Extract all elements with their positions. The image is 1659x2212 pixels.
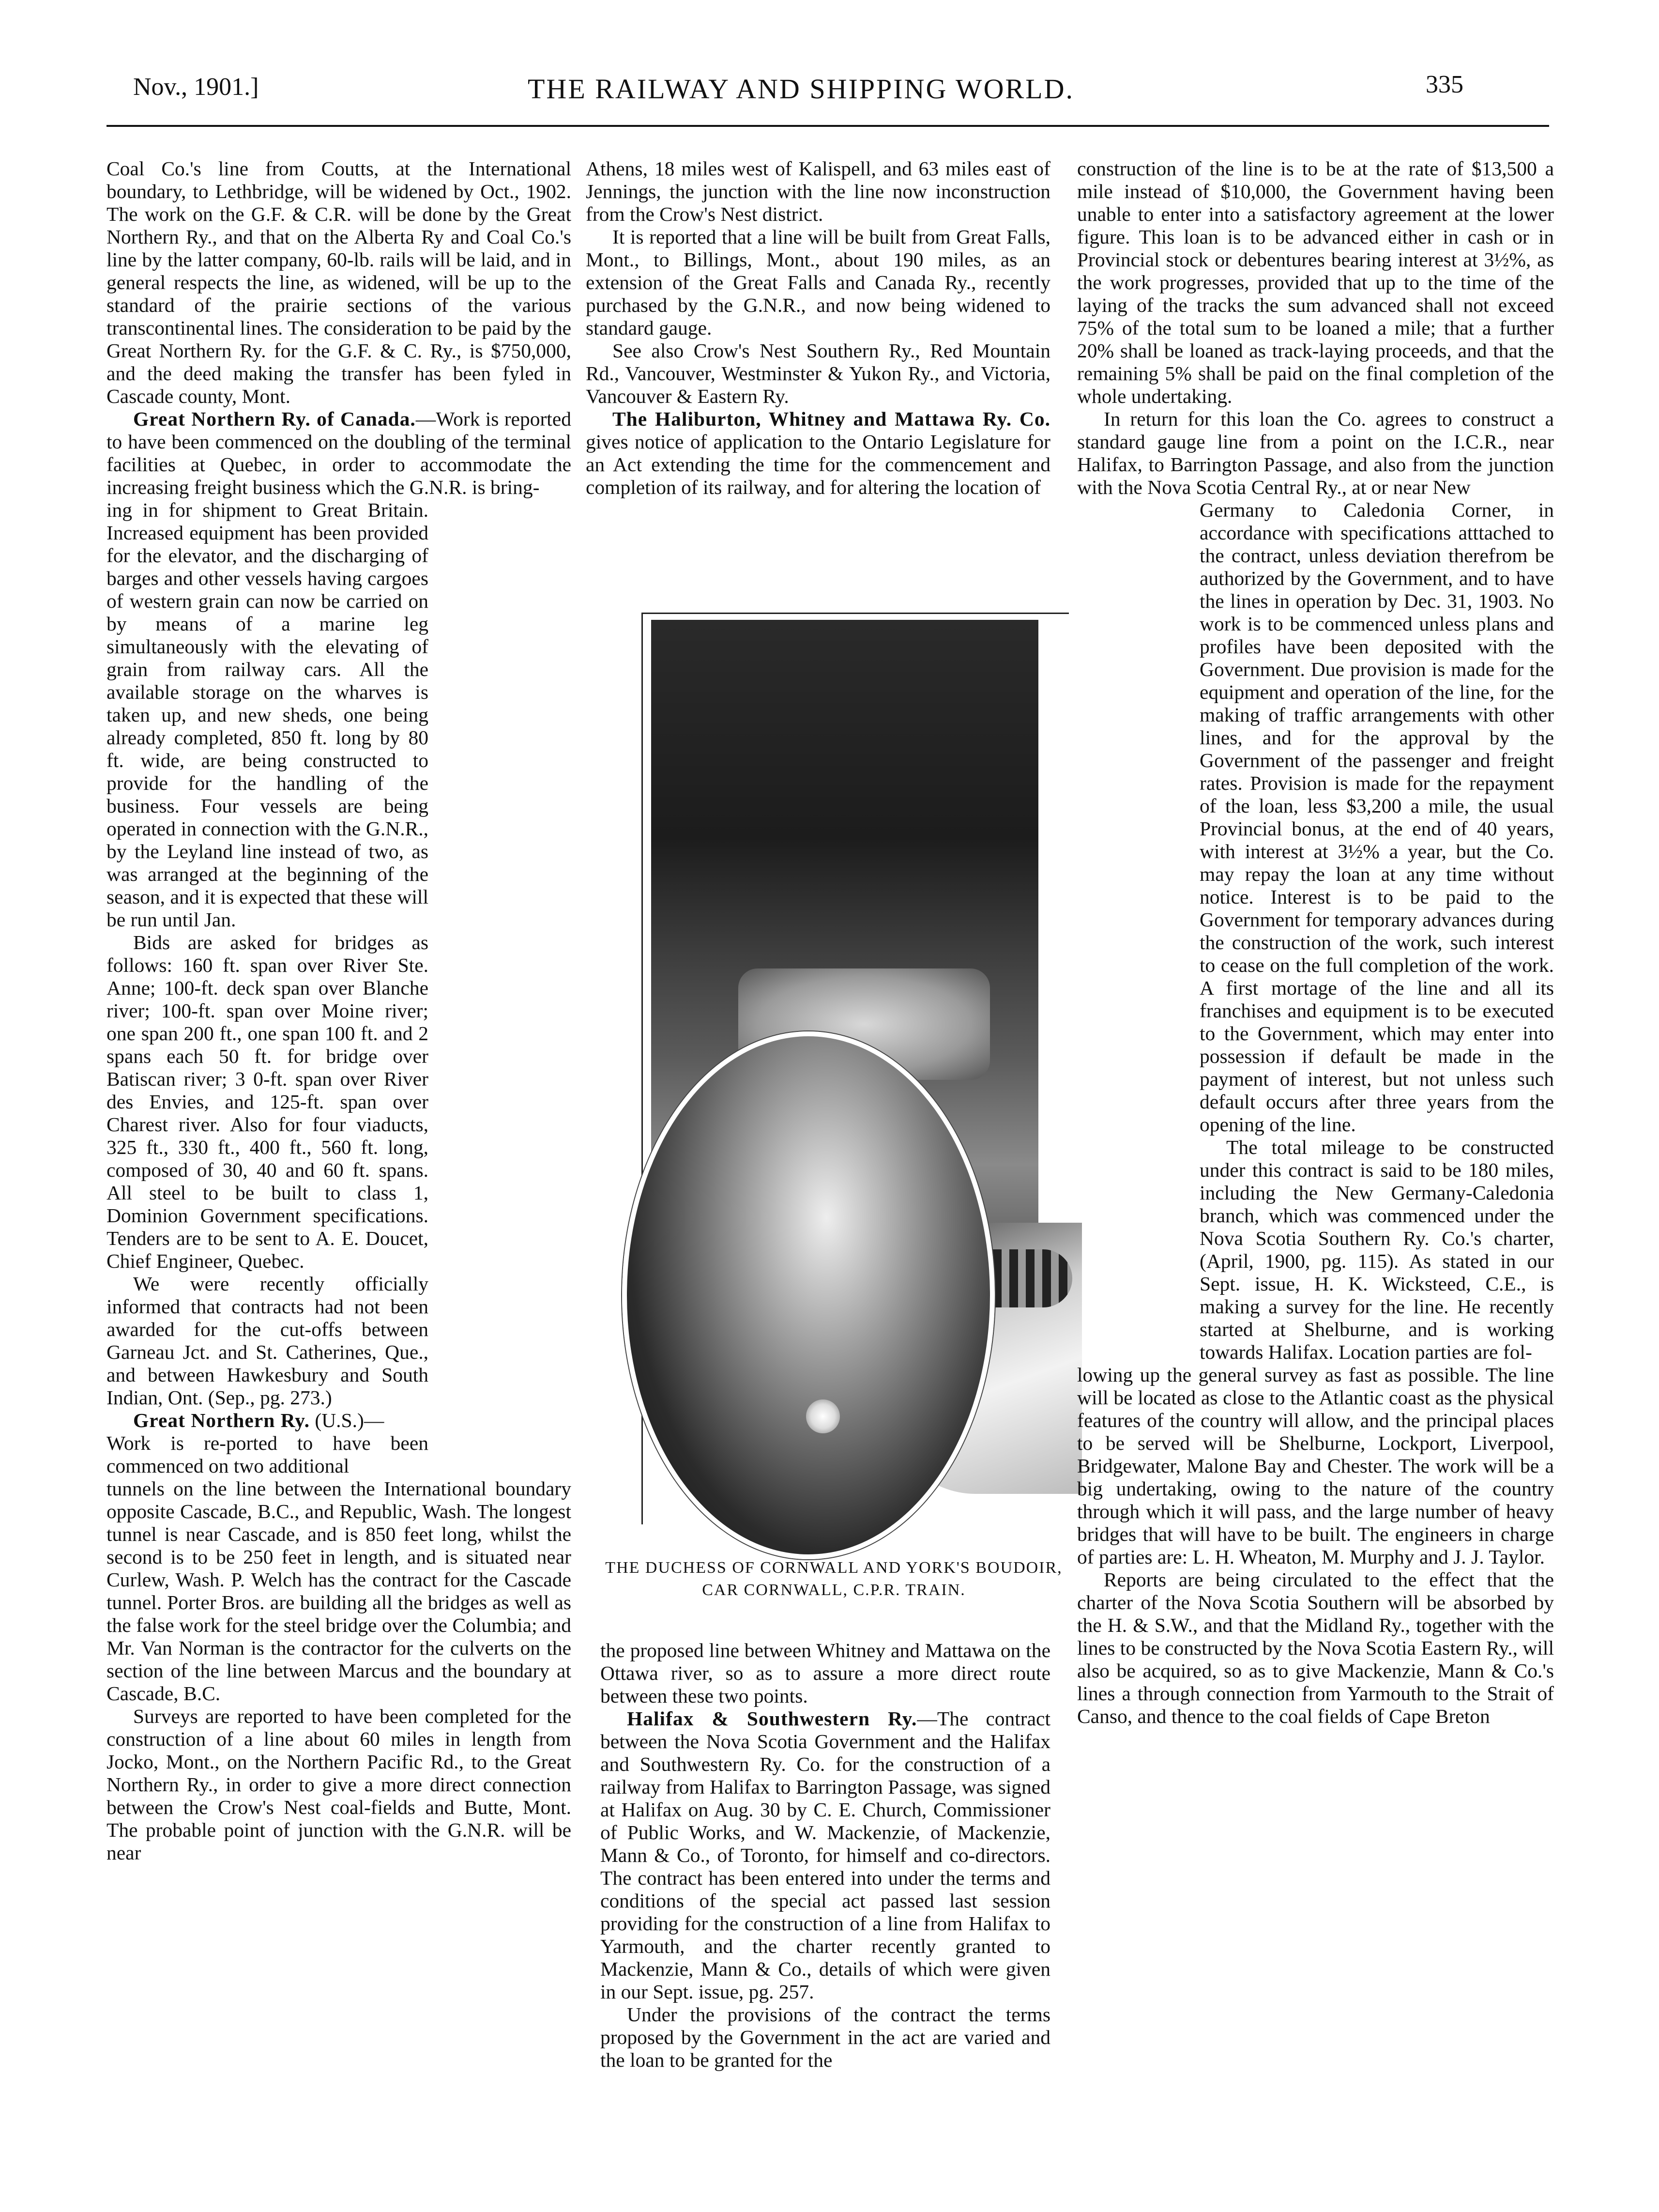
paragraph [107,1409,428,1432]
column-2-bottom [600,1639,1050,2072]
heading-suffix: (U.S.)— [310,1409,384,1431]
paragraph: It is reported that a line will be built from Great Falls, Mont., to Billings, Mont., about 190 miles, as an extension of the Great Falls and Canada Ry., recently purchased by the G.N.R., and now being widened to standard gauge. [586,226,1050,339]
paragraph [586,408,1050,499]
paragraph: See also Crow's Nest Southern Ry., Red Mountain Rd., Vancouver, Westminster & Yukon Ry., and Victoria, Vancouver & Eastern Ry. [586,339,1050,407]
header-rule [107,125,1549,127]
boudoir-photograph [578,605,1087,1554]
paragraph-text: gives notice of application to the Ontario Legislature for an Act extending the time for the commencement and completion of its railway, and for altering the location of [586,430,1050,498]
column-1 [107,157,571,1864]
paragraph: The total mileage to be constructed under this contract is said to be 180 miles, including the New Germany-Caledonia branch, which was commenced under the Nova Scotia Southern Ry. Co.'s charter, (April, 1900, pg. 115). As stated in our Sept. issue, H. K. Wicksteed, C.E., is making a survey for the line. He recently started at Shelburne, and is working towards Halifax. Location parties are fol- [1200,1136,1554,1363]
caption-line: CAR CORNWALL, C.P.R. TRAIN. [702,1581,966,1599]
issue-date: Nov., 1901.] [133,73,259,101]
section-heading: Great Northern Ry. [133,1409,310,1431]
section-heading: The Haliburton, Whitney and Mattawa Ry. Co. [612,408,1050,430]
paragraph: lowing up the general survey as fast as possible. The line will be located as close to the Atlantic coast as the physical features of the country will allow, and the principal places to be served will be Shelburne, Lockport, Liverpool, Bridgewater, Malone Bay and Chester. The work will be a big undertaking, owing to the nature of the country through which it will pass, and the large number of heavy bridges that will have to be built. The engineers in charge of parties are: L. H. Wheaton, M. Murphy and J. J. Taylor. [1077,1364,1554,1568]
paragraph: Surveys are reported to have been completed for the construction of a line about 60 miles in length from Jocko, Mont., on the Northern Pacific Rd., to the Great Northern Ry., in order to give a more direct connection between the Crow's Nest coal-fields and Butte, Mont. The probable point of junction with the G.N.R. will be near [107,1705,571,1864]
paragraph: Coal Co.'s line from Coutts, at the International boundary, to Lethbridge, will be widened by Oct., 1902. The work on the G.F. & C.R. will be done by the Great Northern Ry., and that on the Alberta Ry and Coal Co.'s line by the latter company, 60-lb. rails will be laid, and in general respects the line, as widened, will be up to the standard of the prairie sections of the various transcontinental lines. The consideration to be paid by the Great Northern Ry. for the G.F. & C. Ry., is $750,000, and the deed making the transfer has been fyled in Cascade county, Mont. [107,157,571,407]
section-heading: Halifax & Southwestern Ry. [627,1707,917,1730]
journal-title: THE RAILWAY AND SHIPPING WORLD. [528,73,1074,105]
paragraph [107,408,571,499]
paragraph [600,1707,1050,2003]
paragraph: Under the provisions of the contract the terms proposed by the Government in the act are varied and the loan to be granted for the [600,2003,1050,2071]
paragraph: Reports are being circulated to the effect that the charter of the Nova Scotia Southern will be absorbed by the H. & S.W., and that the Midland Ry., together with the lines to be constructed by the Nova Scotia Eastern Ry., will also be acquired, so as to give Mackenzie, Mann & Co.'s lines a through connection from Yarmouth to the Strait of Canso, and thence to the coal fields of Cape Breton [1077,1568,1554,1727]
paragraph: Germany to Caledonia Corner, in accordance with specifications atttached to the contract, unless deviation therefrom be authorized by the Government, and to have the lines in operation by Dec. 31, 1903. No work is to be commenced unless plans and profiles have been deposited with the Government. Due provision is made for the equipment and operation of the line, for the making of traffic arrangements with other lines, and for the approval by the Government of the passenger and freight rates. Provision is made for the repayment of the loan, less $3,200 a mile, the usual Provincial bonus, at the end of 40 years, with interest at 3½% a year, but the Co. may repay the loan at any time without notice. Interest is to be paid to the Government for temporary advances during the construction of the work, such interest to cease on the full completion of the work. A first mortage of the line and all its franchises and equipment is to be executed to the Government, which may enter into possession if default be made in the payment of interest, but not unless such default occurs after three years from the opening of the line. [1200,499,1554,1136]
lamp-illustration [806,1399,840,1433]
paragraph: construction of the line is to be at the rate of $13,500 a mile instead of $10,000, the Government having been unable to enter into a satisfactory agreement at the lower figure. This loan is to be advanced either in cash or in Provincial stock or debentures bearing interest at 3½%, as the work progresses, provided that up to the time of the laying of the tracks the sum advanced shall not exceed 75% of the total sum to be loaned a mile; that a further 20% shall be loaned as track-laying proceeds, and that the remaining 5% shall be paid on the final completion of the whole undertaking. [1077,157,1554,407]
figure-caption [569,1557,1099,1601]
paragraph: Work is re-ported to have been commenced on two additional [107,1432,428,1477]
narrow-block [107,499,428,1477]
paragraph: Bids are asked for bridges as follows: 160 ft. span over River Ste. Anne; 100-ft. deck span over Blanche river; 100-ft. span over Moine river; one span 200 ft., one span 100 ft. and 2 spans each 50 ft. for bridge over Batiscan river; 3 0-ft. span over River des Envies, and 125-ft. span over Charest river. Also for four viaducts, 325 ft., 330 ft., 400 ft., 560 ft. long, composed of 30, 40 and 60 ft. spans. All steel to be built to class 1, Dominion Government specifications. Tenders are to be sent to A. E. Doucet, Chief Engineer, Quebec. [107,931,428,1272]
paragraph-text: —The contract between the Nova Scotia Government and the Halifax and Southwestern Ry. Co. for the construction of a railway from Halifax to Barrington Passage, was signed at Halifax on Aug. 30 by C. E. Church, Commissioner of Public Works, and W. Mackenzie, of Mackenzie, Mann & Co., of Toronto, for himself and co-directors. The contract has been entered into under the terms and conditions of the special act passed last session providing for the construction of a line from Halifax to Yarmouth, and the charter recently granted to Mackenzie, Mann & Co., details of which were given in our Sept. issue, pg. 257. [600,1707,1050,2003]
paragraph: tunnels on the line between the International boundary opposite Cascade, B.C., and Republic, Wash. The longest tunnel is near Cascade, and is 850 feet long, whilst the second is to be 250 feet in length, and is situated near Curlew, Wash. P. Welch has the contract for the Cascade tunnel. Porter Bros. are building all the bridges as well as the false work for the steel bridge over the Columbia; and Mr. Van Norman is the contractor for the culverts on the section of the line between Marcus and the boundary at Cascade, B.C. [107,1477,571,1705]
paragraph: the proposed line between Whitney and Mattawa on the Ottawa river, so as to assure a more direct route between these two points. [600,1639,1050,1707]
paragraph: In return for this loan the Co. agrees to construct a standard gauge line from a point on the I.C.R., near Halifax, to Barrington Passage, and also from the junction with the Nova Scotia Central Ry., at or near New [1077,408,1554,498]
oval-doorway-photo [622,1031,995,1559]
section-heading: Great Northern Ry. of Canada. [133,408,416,430]
paragraph: Athens, 18 miles west of Kalispell, and 63 miles east of Jennings, the junction with the line now inconstruction from the Crow's Nest district. [586,157,1050,225]
column-2-top [586,157,1050,499]
caption-line: THE DUCHESS OF CORNWALL AND YORK'S BOUDOIR, [605,1559,1063,1577]
column-3 [1077,157,1554,1728]
paragraph: ing in for shipment to Great Britain. Increased equipment has been provided for the elevator, and the discharging of barges and other vessels having cargoes of western grain can now be carried on by means of a marine leg simultaneously with the elevating of grain from railway cars. All the available storage on the wharves is taken up, and new sheds, one being already completed, 850 ft. long by 80 ft. wide, are being constructed to provide for the handling of the business. Four vessels are being operated in connection with the G.N.R., by the Leyland line instead of two, as was arranged at the beginning of the season, and it is expected that these will be run until Jan. [107,499,428,931]
paragraph-text: —Work is reported to have been commenced on the doubling of the terminal facilities at Quebec, in order to accommodate the increasing freight business which the G.N.R. is bring- [107,408,571,498]
narrow-block [1200,499,1554,1364]
page-header [0,0,1659,121]
paragraph: We were recently officially informed that contracts had not been awarded for the cut-offs between Garneau Jct. and St. Catherines, Que., and between Hawkesbury and South Indian, Ont. (Sep., pg. 273.) [107,1273,428,1409]
page-number: 335 [1426,71,1463,98]
